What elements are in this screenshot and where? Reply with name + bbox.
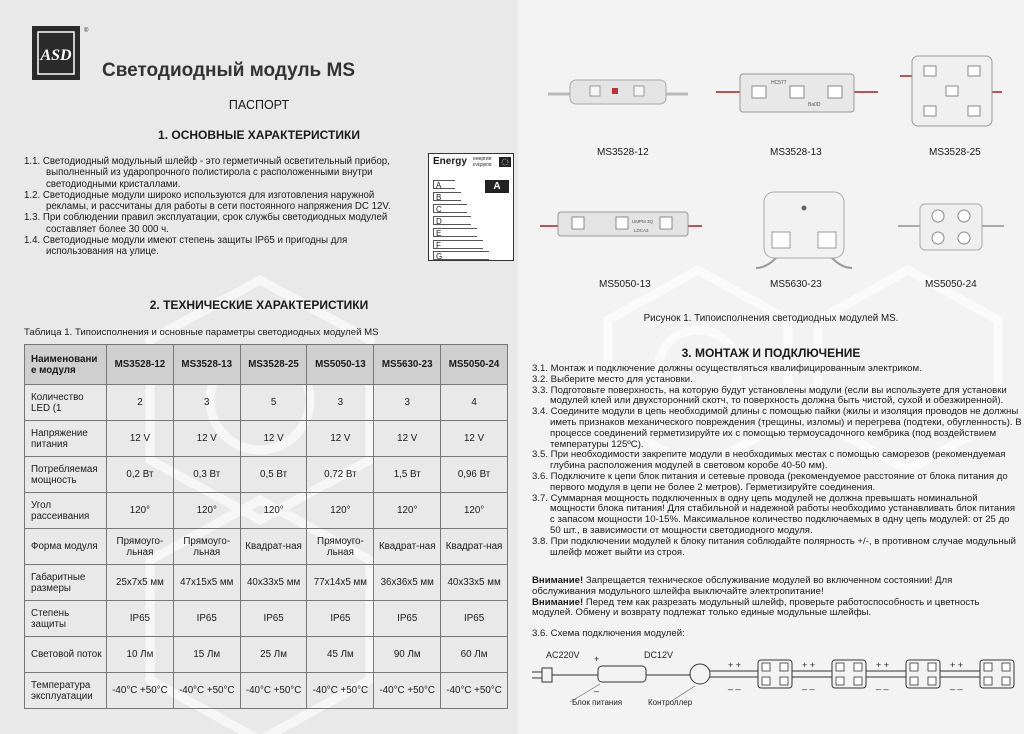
minus-label: _ bbox=[594, 682, 600, 692]
polarity-plus: + + bbox=[802, 660, 816, 670]
polarity-minus: _ _ bbox=[876, 680, 889, 690]
psu-label: Блок питания bbox=[572, 698, 623, 707]
table-cell: 120° bbox=[441, 493, 508, 529]
asd-logo bbox=[26, 24, 89, 84]
table-row bbox=[25, 385, 508, 421]
specs-table bbox=[24, 344, 508, 709]
polarity-minus: _ _ bbox=[802, 680, 815, 690]
passport-heading: ПАСПОРТ bbox=[228, 98, 290, 112]
schema-caption: 3.6. Схема подключения модулей: bbox=[532, 628, 685, 639]
energy-class-e: E bbox=[433, 228, 477, 237]
list-item: 3.5. При необходимости закрепите модули в необходимых местах с помощью саморезов (рекомендуемая глубина расположения модулей в световом коробе 40-50 мм). bbox=[532, 449, 1006, 472]
wiring-schema bbox=[530, 644, 1024, 732]
model-header: MS3528-12 bbox=[107, 345, 174, 385]
table-cell: 0,72 Вт bbox=[307, 457, 374, 493]
table-cell: 0,96 Вт bbox=[441, 457, 508, 493]
photo-caption: MS5050-13 bbox=[599, 279, 651, 290]
row-label: Количество LED (1 bbox=[25, 385, 107, 421]
table-cell: IP65 bbox=[173, 601, 240, 637]
photo-caption: MS5050-24 bbox=[925, 279, 977, 290]
photo-caption: MS3528-12 bbox=[597, 147, 649, 158]
section3-list bbox=[532, 364, 1022, 558]
table-cell: 1,5 Вт bbox=[374, 457, 441, 493]
table-cell: IP65 bbox=[107, 601, 174, 637]
module-photo-ms5050-13 bbox=[540, 206, 702, 242]
table-cell: IP65 bbox=[307, 601, 374, 637]
table-cell: 12 V bbox=[374, 421, 441, 457]
table-cell: 0,5 Вт bbox=[240, 457, 307, 493]
row-label: Форма модуля bbox=[25, 529, 107, 565]
row-label: Габаритные размеры bbox=[25, 565, 107, 601]
row-label: Температура эксплуатации bbox=[25, 673, 107, 709]
polarity-plus: + + bbox=[876, 660, 890, 670]
module-photo-ms3528-25 bbox=[898, 52, 1002, 132]
table-cell: -40°C +50°C bbox=[374, 673, 441, 709]
table-cell: Прямоуго-льная bbox=[307, 529, 374, 565]
table-cell: Прямоуго-льная bbox=[173, 529, 240, 565]
module-print-text: HC577 bbox=[771, 80, 787, 86]
warning-text: Запрещается техническое обслуживание модулей во включенном состоянии! Для обслуживания модульного шлейфа выключайте электропитание! bbox=[532, 575, 953, 597]
polarity-plus: + + bbox=[950, 660, 964, 670]
table-cell: 25x7x5 мм bbox=[107, 565, 174, 601]
controller-label: Контроллер bbox=[648, 698, 693, 707]
model-header: MS3528-25 bbox=[240, 345, 307, 385]
list-item: 1.4. Светодиодные модули имеют степень защиты IP65 и пригодны для использования на улице. bbox=[24, 235, 348, 258]
energy-label bbox=[428, 153, 514, 261]
table-cell: 120° bbox=[374, 493, 441, 529]
table-row bbox=[25, 673, 508, 709]
table-cell: 12 V bbox=[307, 421, 374, 457]
table-cell: 10 Лм bbox=[107, 637, 174, 673]
dc-label: DC12V bbox=[644, 650, 674, 660]
table-row bbox=[25, 421, 508, 457]
module-print-text: LDCA3 bbox=[634, 228, 649, 233]
list-item: 1.1. Светодиодный модульный шлейф - это герметичный осветительный прибор, выполненный из ударопрочного полистирола с расположенными внутри светодиодными кристаллами. bbox=[24, 156, 390, 190]
plus-label: + bbox=[594, 654, 600, 664]
table-cell: Квадрат-ная bbox=[240, 529, 307, 565]
table-cell: 60 Лм bbox=[441, 637, 508, 673]
table-cell: 90 Лм bbox=[374, 637, 441, 673]
table-cell: Квадрат-ная bbox=[374, 529, 441, 565]
row-label: Напряжение питания bbox=[25, 421, 107, 457]
polarity-minus: _ _ bbox=[950, 680, 963, 690]
table-cell: -40°C +50°C bbox=[441, 673, 508, 709]
table-cell: 77x14x5 мм bbox=[307, 565, 374, 601]
page-title: Светодиодный модуль MS bbox=[102, 60, 355, 81]
plug-icon bbox=[532, 668, 552, 682]
model-header: MS5050-13 bbox=[307, 345, 374, 385]
polarity-minus: _ _ bbox=[728, 680, 741, 690]
table-caption: Таблица 1. Типоисполнения и основные параметры светодиодных модулей MS bbox=[24, 327, 379, 338]
model-header: MS3528-13 bbox=[173, 345, 240, 385]
table-cell: -40°C +50°C bbox=[240, 673, 307, 709]
table-cell: 120° bbox=[307, 493, 374, 529]
table-cell: 3 bbox=[374, 385, 441, 421]
energy-class-g: G bbox=[433, 251, 489, 260]
warning-block bbox=[532, 576, 1012, 619]
table-cell: 47x15x5 мм bbox=[173, 565, 240, 601]
module-photo-ms5630-23 bbox=[756, 188, 852, 272]
module-print-text: Ba0D bbox=[808, 102, 821, 108]
energy-class-d: D bbox=[433, 216, 471, 225]
table-cell: 3 bbox=[307, 385, 374, 421]
list-item: 3.1. Монтаж и подключение должны осуществляться квалифицированным электриком. bbox=[532, 363, 922, 374]
ac-label: AC220V bbox=[546, 650, 580, 660]
table-row bbox=[25, 457, 508, 493]
energy-class-c: C bbox=[433, 204, 467, 213]
registered-mark-icon: ® bbox=[84, 28, 89, 34]
photo-caption: MS3528-25 bbox=[929, 147, 981, 158]
section1-list bbox=[24, 156, 404, 258]
table-cell: 2 bbox=[107, 385, 174, 421]
energy-class-a: A bbox=[433, 180, 455, 189]
module-photo-ms3528-12 bbox=[548, 72, 688, 112]
table-header-row bbox=[25, 345, 508, 385]
energy-word: Energy bbox=[433, 156, 467, 167]
list-item: 3.2. Выберите место для установки. bbox=[532, 373, 693, 385]
polarity-plus: + + bbox=[728, 660, 742, 670]
table-cell: IP65 bbox=[240, 601, 307, 637]
table-cell: 40x33x5 мм bbox=[441, 565, 508, 601]
table-cell: 40x33x5 мм bbox=[240, 565, 307, 601]
table-row bbox=[25, 565, 508, 601]
list-item: 3.7. Суммарная мощность подключенных в одну цепь модулей не должна превышать номинальной мощности блока питания! Для стабильной и надежной работы необходимо устанавливать блок питания с запасом мощности 10-15%. Максимальное количество подключаемых в одну цепь модулей: от 25 до 50 шт., в зависимости от мощности светодиодного модуля. bbox=[532, 492, 1016, 536]
row-label: Потребляемая мощность bbox=[25, 457, 107, 493]
controller-icon bbox=[690, 664, 710, 684]
eu-flag-icon bbox=[499, 157, 511, 167]
table-cell: IP65 bbox=[441, 601, 508, 637]
table-cell: 120° bbox=[173, 493, 240, 529]
warning-label: Внимание! bbox=[532, 596, 584, 608]
section3-heading: 3. МОНТАЖ И ПОДКЛЮЧЕНИЕ bbox=[681, 346, 861, 360]
table-cell: -40°C +50°C bbox=[307, 673, 374, 709]
energy-small-text: енергия ενέργεια bbox=[473, 156, 492, 168]
figure-caption: Рисунок 1. Типоисполнения светодиодных модулей MS. bbox=[643, 313, 899, 324]
row-label: Световой поток bbox=[25, 637, 107, 673]
table-cell: Прямоуго-льная bbox=[107, 529, 174, 565]
warning-label: Внимание! bbox=[532, 575, 584, 586]
logo-text: ASD bbox=[40, 47, 72, 64]
table-cell: 12 V bbox=[107, 421, 174, 457]
energy-rating-badge: A bbox=[485, 180, 509, 193]
module-photo-ms5050-24 bbox=[898, 200, 1004, 256]
module-print-text: UMPM 3Q bbox=[632, 219, 654, 224]
table-cell: -40°C +50°C bbox=[173, 673, 240, 709]
energy-class-f: F bbox=[433, 240, 483, 249]
warning-text: Перед тем как разрезать модульный шлейф, проверьте работоспособность и цветность модулей. Обмену и возврату подлежат только единые модульные шлейфы. bbox=[532, 596, 980, 619]
table-cell: 3 bbox=[173, 385, 240, 421]
table-row bbox=[25, 601, 508, 637]
row-label: Угол рассеивания bbox=[25, 493, 107, 529]
table-cell: 12 V bbox=[240, 421, 307, 457]
table-cell: Квадрат-ная bbox=[441, 529, 508, 565]
photo-caption: MS3528-13 bbox=[770, 147, 822, 158]
table-cell: 120° bbox=[107, 493, 174, 529]
model-header: MS5050-24 bbox=[441, 345, 508, 385]
table-cell: 25 Лм bbox=[240, 637, 307, 673]
table-cell: 0,3 Вт bbox=[173, 457, 240, 493]
list-item: 3.8. При подключении модулей к блоку питания соблюдайте полярность +/-, в противном случае модульный шлейф может выйти из строя. bbox=[532, 535, 1016, 558]
table-cell: 15 Лм bbox=[173, 637, 240, 673]
table-cell: 5 bbox=[240, 385, 307, 421]
table-row bbox=[25, 637, 508, 673]
list-item: 3.3. Подготовьте поверхность, на которую будут установлены модули (если вы используете для установки модулей клей или двухсторонний скотч, то поверхность должна быть чистой, сухой и обезжиренной). bbox=[532, 384, 1007, 407]
energy-class-b: B bbox=[433, 192, 461, 201]
table-cell: 120° bbox=[240, 493, 307, 529]
table-cell: 4 bbox=[441, 385, 508, 421]
list-item: 1.2. Светодиодные модули широко используются для изготовления наружной рекламы, и рассчитаны для работы в сети постоянного напряжения DC 12V. bbox=[24, 189, 391, 213]
model-header: MS5630-23 bbox=[374, 345, 441, 385]
table-cell: 36x36x5 мм bbox=[374, 565, 441, 601]
table-row bbox=[25, 529, 508, 565]
section1-heading: 1. ОСНОВНЫЕ ХАРАКТЕРИСТИКИ bbox=[158, 128, 360, 142]
module-photo-ms3528-13 bbox=[716, 68, 878, 118]
list-item: 1.3. При соблюдении правил эксплуатации, срок службы светодиодных модулей составляет более 30 000 ч. bbox=[24, 212, 388, 235]
power-supply-icon bbox=[598, 666, 646, 682]
photo-caption: MS5630-23 bbox=[770, 279, 822, 290]
table-cell: -40°C +50°C bbox=[107, 673, 174, 709]
table-cell: 45 Лм bbox=[307, 637, 374, 673]
table-corner-header: Наименовани е модуля bbox=[25, 345, 107, 385]
list-item: 3.6. Подключите к цепи блок питания и сетевые провода (рекомендуемое расстояние от блока питания до первого модуля в цепи не более 2 метров). Герметизируйте соединения. bbox=[532, 470, 1008, 493]
section2-heading: 2. ТЕХНИЧЕСКИЕ ХАРАКТЕРИСТИКИ bbox=[149, 298, 369, 312]
table-row bbox=[25, 493, 508, 529]
table-cell: 12 V bbox=[441, 421, 508, 457]
row-label: Степень защиты bbox=[25, 601, 107, 637]
table-cell: 0,2 Вт bbox=[107, 457, 174, 493]
table-cell: 12 V bbox=[173, 421, 240, 457]
list-item: 3.4. Соедините модули в цепь необходимой длины с помощью пайки (жилы и изоляция проводов не должны иметь признаков механического повреждения (трещины, изломы) и перегрева (подтеки, обугленность). В процессе соединений герметизируйте их с помощью термоусадочного кембрика (под воздействием температуры 125ºC). bbox=[532, 406, 1022, 450]
table-cell: IP65 bbox=[374, 601, 441, 637]
